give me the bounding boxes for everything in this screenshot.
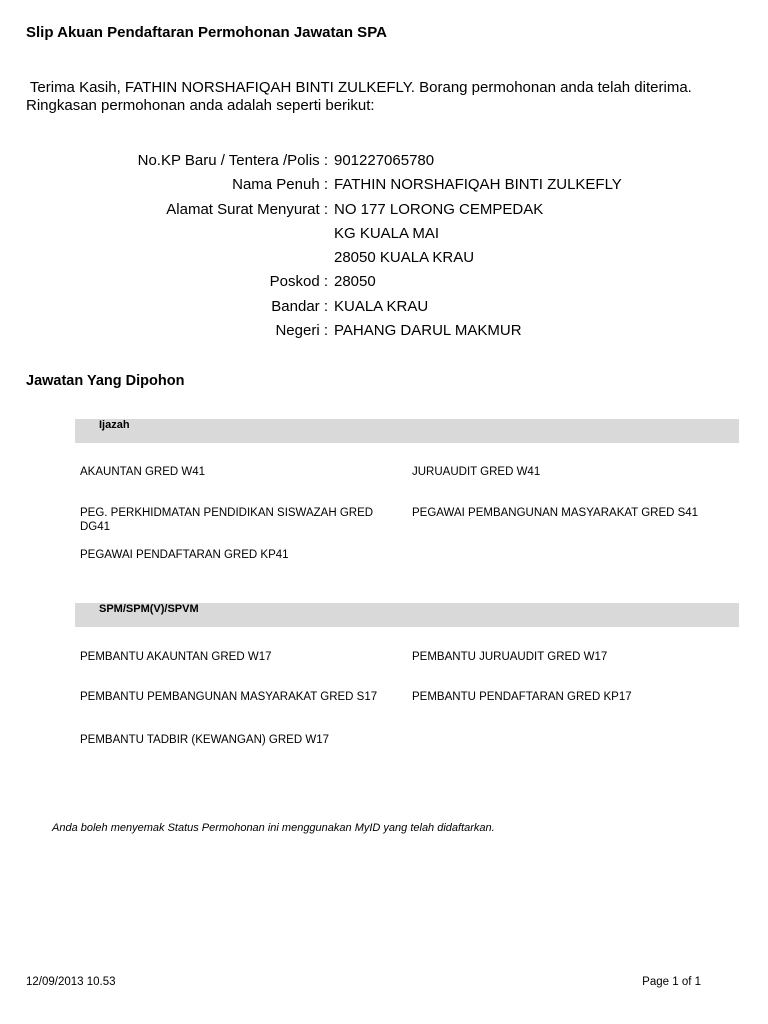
detail-row-postcode [0,271,768,295]
name-label: Nama Penuh : [232,176,328,194]
status-note: Anda boleh menyemak Status Permohonan ini menggunakan MyID yang telah didaftarkan. [52,822,495,834]
detail-row-address [0,199,768,223]
group-name-spm: SPM/SPM(V)/SPVM [99,603,199,615]
address-label: Alamat Surat Menyurat : [166,200,328,218]
intro-text [26,79,692,115]
footer-page-number: Page 1 of 1 [642,976,701,988]
city-value: KUALA KRAU [334,297,429,315]
group-name-ijazah: Ijazah [99,419,130,431]
detail-row-address-2 [0,223,768,247]
job-item: PEGAWAI PENDAFTARAN GRED KP41 [80,549,289,561]
job-item: PEMBANTU JURUAUDIT GRED W17 [412,651,608,663]
detail-row-city [0,296,768,320]
address-line-1: NO 177 LORONG CEMPEDAK [334,200,544,218]
postcode-value: 28050 [334,273,376,291]
job-item: JURUAUDIT GRED W41 [412,466,541,478]
applicant-details [0,150,768,344]
state-label: Negeri : [275,322,328,340]
positions-section-title: Jawatan Yang Dipohon [26,373,185,389]
group-header-spm [75,603,739,627]
postcode-label: Poskod : [269,273,328,291]
job-item: PEG. PERKHIDMATAN PENDIDIKAN SISWAZAH GRED DG41 [80,507,374,533]
intro-line-1: Terima Kasih, FATHIN NORSHAFIQAH BINTI ZULKEFLY. Borang permohonan anda telah diterima. [26,79,692,96]
detail-row-name [0,174,768,198]
address-line-2: KG KUALA MAI [334,224,440,242]
document-title: Slip Akuan Pendaftaran Permohonan Jawatan SPA [26,24,387,41]
job-item: AKAUNTAN GRED W41 [80,466,206,478]
detail-row-address-3 [0,247,768,271]
intro-line-2: Ringkasan permohonan anda adalah seperti berikut: [26,97,375,114]
ic-value: 901227065780 [334,152,435,169]
ic-label: No.KP Baru / Tentera /Polis : [137,152,328,169]
state-value: PAHANG DARUL MAKMUR [334,322,522,340]
detail-row-ic [0,150,768,174]
job-item: PEMBANTU AKAUNTAN GRED W17 [80,651,272,663]
name-value: FATHIN NORSHAFIQAH BINTI ZULKEFLY [334,176,622,194]
detail-row-state [0,320,768,344]
address-line-3: 28050 KUALA KRAU [334,249,475,267]
group-header-ijazah [75,419,739,443]
footer-datetime: 12/09/2013 10.53 [26,976,116,988]
job-item: PEMBANTU TADBIR (KEWANGAN) GRED W17 [80,734,329,746]
job-item: PEMBANTU PENDAFTARAN GRED KP17 [412,691,632,703]
job-item: PEMBANTU PEMBANGUNAN MASYARAKAT GRED S17 [80,691,378,703]
job-item: PEGAWAI PEMBANGUNAN MASYARAKAT GRED S41 [412,507,699,519]
city-label: Bandar : [271,297,328,315]
